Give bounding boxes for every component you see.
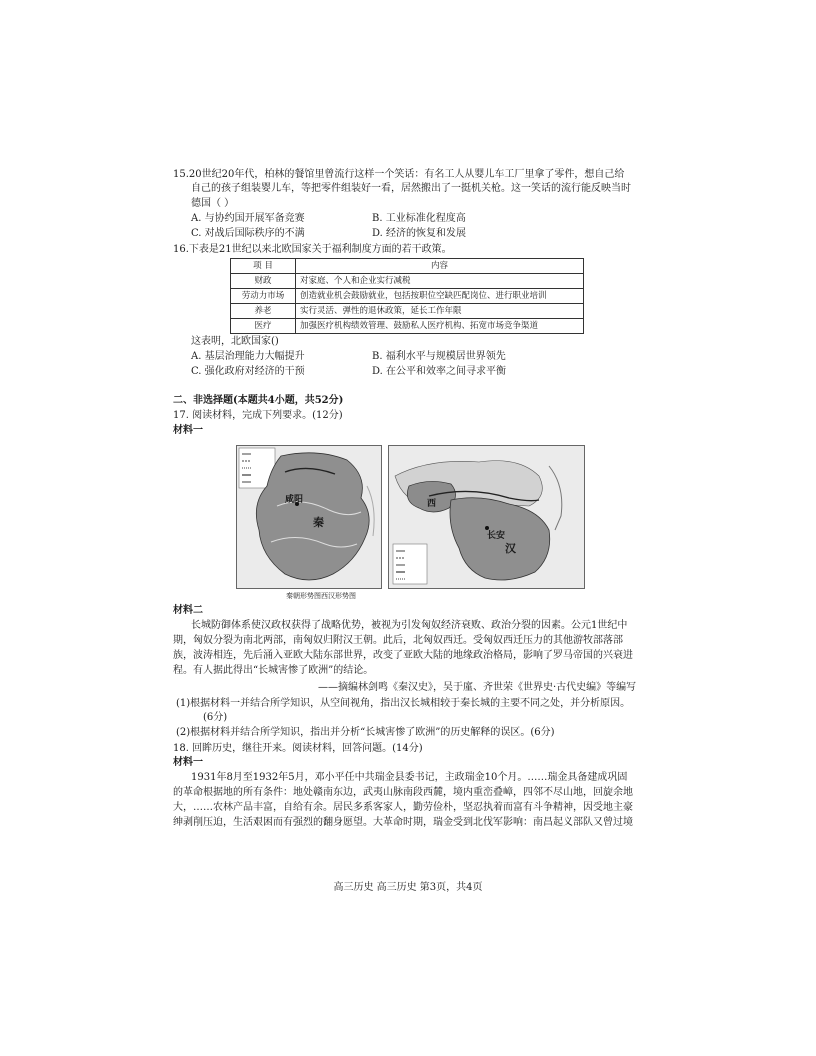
- q15-stem-line3: 德国（ ）: [191, 198, 235, 209]
- q17-material2-line3: 族，波涛相连，先后涌入亚欧大陆东部世界，改变了亚欧大陆的地缘政治格局，影响了罗马帝国的兴衰进: [173, 650, 633, 661]
- q15-stem-line1: 15.20世纪20年代，柏林的餐馆里曾流行这样一个笑话：有名工人从婴儿车工厂里拿了零件，想自己给: [173, 169, 625, 180]
- table-row: [231, 289, 584, 304]
- table-cell-item: 财政: [231, 274, 296, 289]
- table-header-item: 项 目: [231, 259, 296, 274]
- q18-material1-line3: 大，……农林产品丰富，自给有余。居民多系客家人，勤劳俭朴，坚忍执着而富有斗争精神，因受地主豪: [173, 802, 633, 813]
- western-han-map-city-label: 长安: [487, 531, 506, 541]
- table-cell-content: 实行灵活、弹性的退休政策，延长工作年限: [296, 304, 584, 319]
- table-cell-content: 加强医疗机构绩效管理、鼓励私人医疗机构、拓宽市场竞争渠道: [296, 319, 584, 334]
- table-cell-item: 医疗: [231, 319, 296, 334]
- q16-option-b: B. 福利水平与规模居世界领先: [372, 351, 506, 362]
- q16-tail: 这表明，北欧国家(): [191, 336, 279, 347]
- map-caption: 秦朝形势图西汉形势图: [286, 592, 356, 600]
- western-han-map-west-label: 西: [427, 499, 437, 509]
- qin-map: [236, 445, 382, 589]
- q17-stem: 17. 阅读材料，完成下列要求。(12分): [173, 410, 343, 421]
- qin-map-city-label: 咸阳: [285, 495, 304, 505]
- table-cell-content: 对家庭、个人和企业实行减税: [296, 274, 584, 289]
- q17-material2-line2: 期，匈奴分裂为南北两部，南匈奴归附汉王朝。此后，北匈奴西迁。受匈奴西迁压力的其他游牧部落部: [173, 635, 623, 646]
- table-cell-item: 养老: [231, 304, 296, 319]
- policy-table: [230, 258, 584, 334]
- qin-map-drawing: [237, 446, 381, 588]
- q17-material2-line1: 长城防御体系使汉政权获得了战略优势，被视为引发匈奴经济衰败、政治分裂的因素。公元1世纪中: [191, 620, 628, 631]
- q17-requirement1: (1)根据材料一并结合所学知识，从空间视角，指出汉长城相较于秦长城的主要不同之处，并分析原因。: [176, 698, 631, 709]
- table-row: [231, 304, 584, 319]
- table-header-row: [231, 259, 584, 274]
- q18-stem: 18. 回眸历史，继往开来。阅读材料，回答问题。(14分): [173, 743, 423, 754]
- q18-material1-line4: 绅剥削压迫，生活艰困而有强烈的翻身愿望。大革命时期，瑞金受到北伐军影响：南昌起义部队又曾过境: [173, 817, 633, 828]
- table-cell-content: 创造就业机会鼓励就业，包括按职位空缺匹配岗位、进行职业培训: [296, 289, 584, 304]
- q16-option-a: A. 基层治理能力大幅提升: [191, 351, 305, 362]
- q16-option-c: C. 强化政府对经济的干预: [191, 366, 305, 377]
- q17-requirement1-score: (6分): [203, 712, 228, 723]
- q16-stem: 16.下表是21世纪以来北欧国家关于福利制度方面的若干政策。: [173, 244, 452, 255]
- q18-material1-label: 材料一: [173, 757, 203, 768]
- q16-option-d: D. 在公平和效率之间寻求平衡: [372, 366, 507, 377]
- q17-material1-label: 材料一: [173, 425, 203, 436]
- western-han-map: [388, 445, 585, 589]
- western-han-map-state-label: 汉: [505, 542, 516, 555]
- section-heading: 二、非选择题(本题共4小题，共52分): [173, 395, 344, 406]
- table-cell-item: 劳动力市场: [231, 289, 296, 304]
- page-footer: 高三历史 高三历史 第3页，共4页: [333, 882, 483, 893]
- q17-source: ——摘编林剑鸣《秦汉史》，吴于廑、齐世荣《世界史·古代史编》等编写: [318, 682, 637, 693]
- table-row: [231, 274, 584, 289]
- q15-option-c: C. 对战后国际秩序的不满: [191, 228, 305, 239]
- table-header-content: 内容: [296, 259, 584, 274]
- q15-option-b: B. 工业标准化程度高: [372, 213, 466, 224]
- q18-material1-line2: 的革命根据地的所有条件：地处赣南东边，武夷山脉南段西麓，境内重峦叠嶂，四邻不尽山地，回旋余地: [173, 787, 633, 798]
- q15-option-d: D. 经济的恢复和发展: [372, 228, 467, 239]
- q17-material2-label: 材料二: [173, 605, 203, 616]
- qin-map-state-label: 秦: [313, 516, 324, 529]
- q17-requirement2: (2)根据材料并结合所学知识，指出并分析“长城害惨了欧洲”的历史解释的误区。(6分): [176, 727, 555, 738]
- q15-option-a: A. 与协约国开展军备竞赛: [191, 213, 305, 224]
- western-han-map-drawing: [389, 446, 584, 588]
- table-row: [231, 319, 584, 334]
- q17-material2-line4: 程。有人据此得出“长城害惨了欧洲”的结论。: [173, 665, 374, 676]
- q18-material1-line1: 1931年8月至1932年5月，邓小平任中共瑞金县委书记，主政瑞金10个月。……瑞金具备建成巩固: [191, 772, 628, 783]
- q15-stem-line2: 自己的孩子组装婴儿车，等把零件组装好一看，居然搬出了一挺机关枪。这一笑话的流行能反映当时: [191, 183, 631, 194]
